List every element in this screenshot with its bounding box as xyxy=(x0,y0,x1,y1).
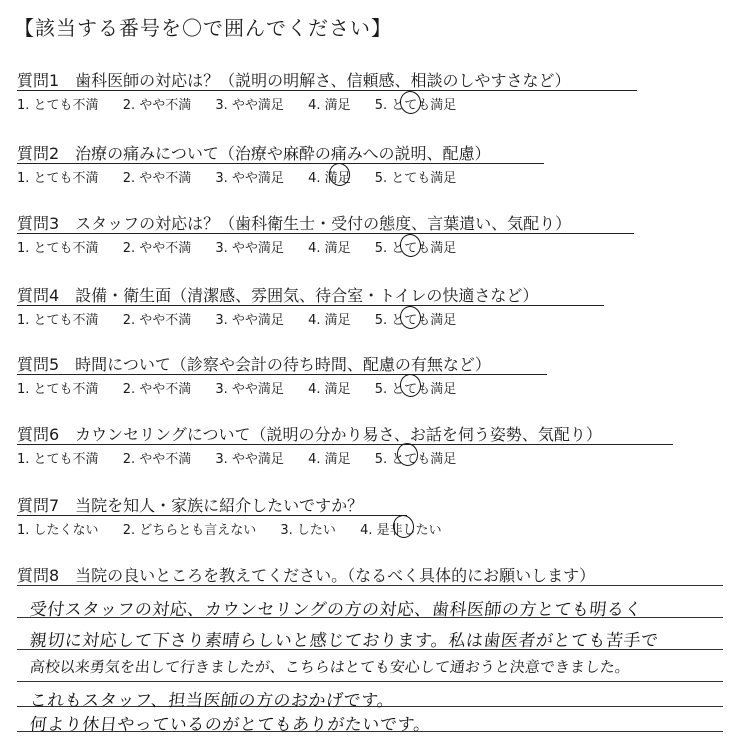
handwritten-answer-line: 高校以来勇気を出して行きましたが、こちらはとても安心して通おうと決意できました。 xyxy=(29,658,631,676)
question-5-title: 質問5 時間について（診察や会計の待ち時間、配慮の有無など） xyxy=(17,355,491,374)
option-3[interactable]: 3. したい xyxy=(280,523,336,538)
option-1[interactable]: 1. とても不満 xyxy=(17,452,99,467)
question-1-underline xyxy=(17,90,637,91)
option-1[interactable]: 1. とても不満 xyxy=(17,171,99,186)
option-3[interactable]: 3. やや満足 xyxy=(215,313,284,328)
option-5[interactable]: 5. とても満足 xyxy=(374,98,457,113)
option-3[interactable]: 3. やや満足 xyxy=(215,241,284,256)
question-1-title: 質問1 歯科医師の対応は？（説明の明解さ、信頼感、相談のしやすさなど） xyxy=(17,71,571,90)
handwritten-answer-line: 親切に対応して下さり素晴らしいと感じております。私は歯医者がとても苦手で xyxy=(28,631,660,651)
option-5[interactable]: 5. とても満足 xyxy=(374,171,457,186)
option-2[interactable]: 2. やや不満 xyxy=(122,171,192,186)
option-2[interactable]: 2. やや不満 xyxy=(122,241,192,256)
option-1[interactable]: 1. とても不満 xyxy=(17,241,99,256)
option-2[interactable]: 2. やや不満 xyxy=(122,98,192,113)
option-1[interactable]: 1. とても不満 xyxy=(17,313,99,328)
option-1[interactable]: 1. とても不満 xyxy=(17,382,99,397)
option-3[interactable]: 3. やや満足 xyxy=(215,452,284,467)
option-1[interactable]: 1. とても不満 xyxy=(17,98,99,113)
question-2-options xyxy=(17,167,476,186)
question-3-underline xyxy=(17,233,634,234)
form-title: 【該当する番号を〇で囲んでください】 xyxy=(14,16,392,40)
question-6-title: 質問6 カウンセリングについて（説明の分かり易さ、お話を伺う姿勢、気配り） xyxy=(17,425,602,444)
option-2[interactable]: 2. どちらとも言えない xyxy=(122,523,257,538)
question-4-underline xyxy=(17,305,604,306)
question-7-title: 質問7 当院を知人・家族に紹介したいですか？ xyxy=(17,496,364,515)
option-5[interactable]: 5. とても満足 xyxy=(374,313,457,328)
option-5[interactable]: 5. とても満足 xyxy=(374,241,457,256)
question-3-title: 質問3 スタッフの対応は？（歯科衛生士・受付の態度、言葉遣い、気配り） xyxy=(17,214,572,233)
question-4-title: 質問4 設備・衛生面（清潔感、雰囲気、待合室・トイレの快適さなど） xyxy=(17,286,539,305)
option-2[interactable]: 2. やや不満 xyxy=(122,313,192,328)
question-6-underline xyxy=(17,444,673,445)
question-2-title: 質問2 治療の痛みについて（治療や麻酔の痛みへの説明、配慮） xyxy=(17,144,491,163)
handwritten-answer-line: 何より休日やっているのがとてもありがたいです。 xyxy=(28,715,432,735)
option-4[interactable]: 4. 満足 xyxy=(308,382,351,397)
question-2-underline xyxy=(17,163,544,164)
option-4[interactable]: 4. 満足 xyxy=(308,171,351,186)
option-4[interactable]: 4. 満足 xyxy=(308,98,351,113)
question-7-underline xyxy=(17,515,407,516)
option-4[interactable]: 4. 是非したい xyxy=(360,523,442,538)
answer-rule-line xyxy=(17,681,723,682)
question-8-title: 質問8 当院の良いところを教えてください。（なるべく具体的にお願いします） xyxy=(17,566,596,585)
option-3[interactable]: 3. やや満足 xyxy=(215,171,284,186)
option-5[interactable]: 5. とても満足 xyxy=(374,382,457,397)
option-2[interactable]: 2. やや不満 xyxy=(122,382,192,397)
answer-rule-line xyxy=(17,585,723,586)
option-3[interactable]: 3. やや満足 xyxy=(215,98,284,113)
option-1[interactable]: 1. したくない xyxy=(17,523,99,538)
option-4[interactable]: 4. 満足 xyxy=(308,313,351,328)
option-4[interactable]: 4. 満足 xyxy=(308,452,351,467)
question-5-underline xyxy=(17,374,547,375)
option-2[interactable]: 2. やや不満 xyxy=(122,452,192,467)
option-3[interactable]: 3. やや満足 xyxy=(215,382,284,397)
handwritten-answer-line: これもスタッフ、担当医師の方のおかげです。 xyxy=(28,691,396,711)
handwritten-answer-line: 受付スタッフの対応、カウンセリングの方の対応、歯科医師の方とても明るく xyxy=(28,600,643,620)
option-4[interactable]: 4. 満足 xyxy=(308,241,351,256)
option-5[interactable]: 5. とても満足 xyxy=(374,452,457,467)
